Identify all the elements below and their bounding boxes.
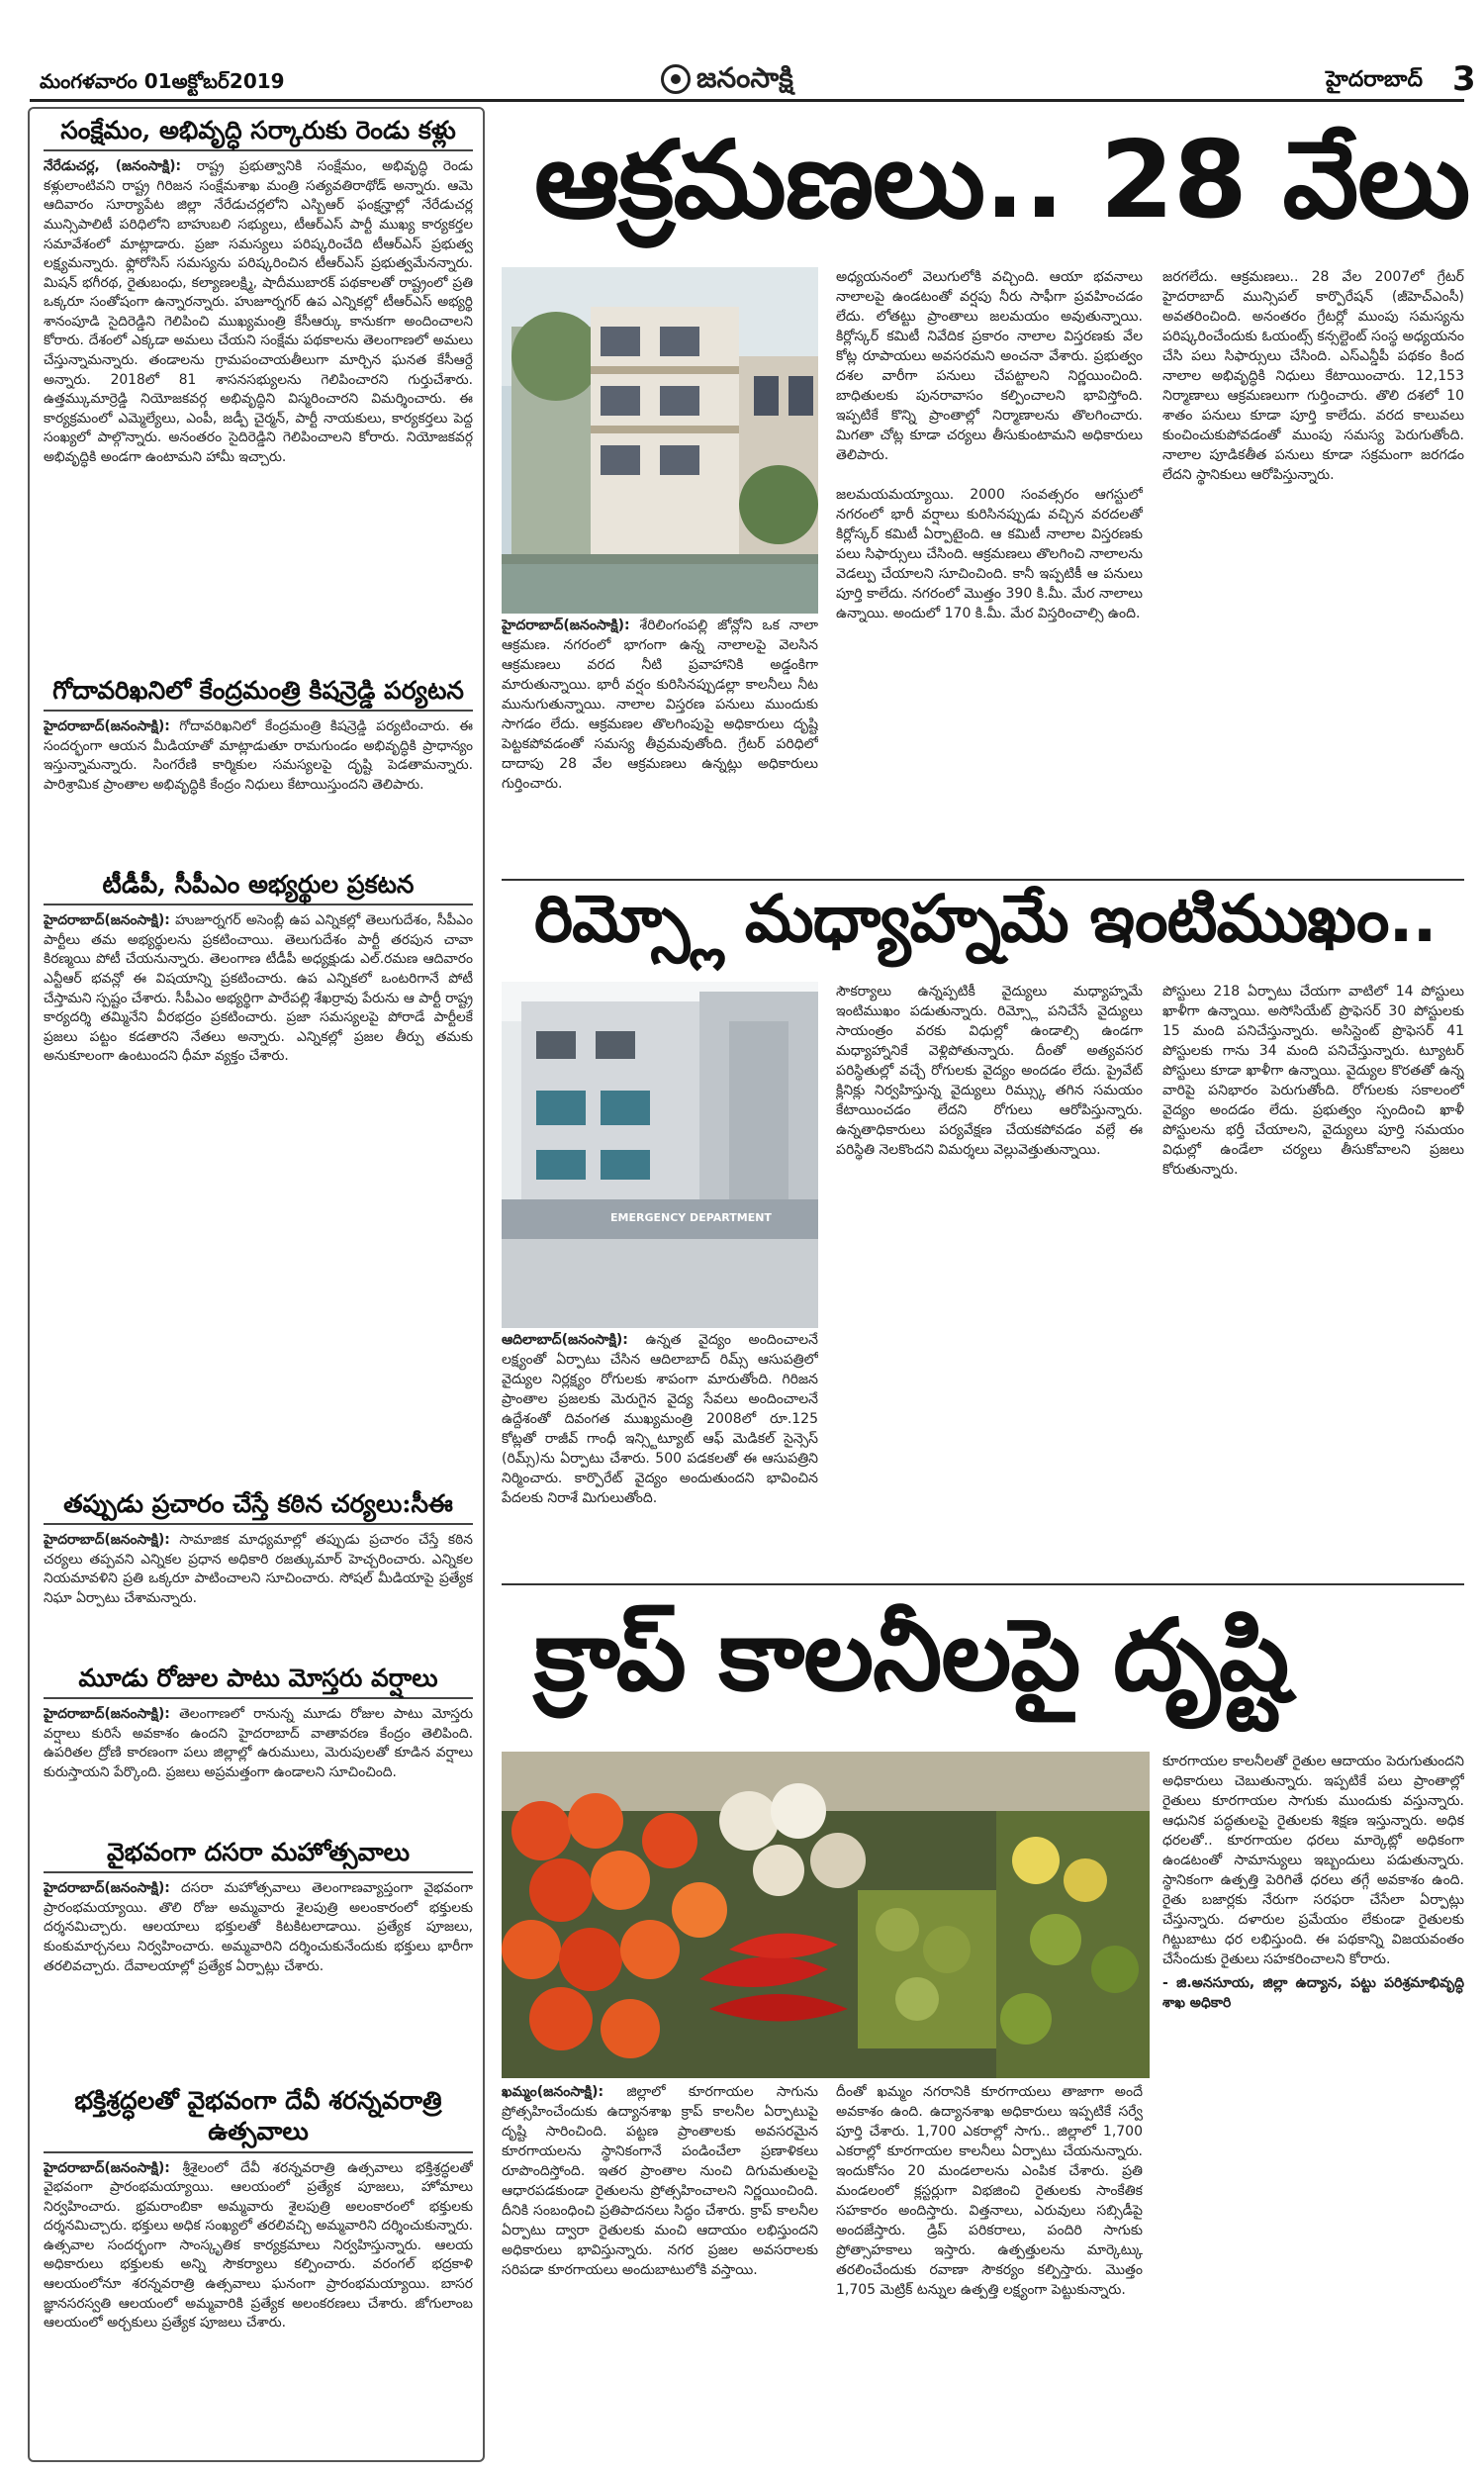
sidebar-article-rains (44, 1663, 473, 1831)
story1-column-1 (502, 616, 818, 875)
column-text: ఉన్నత వైద్యం అందించాలనే లక్ష్యంతో ఏర్పాటు చేసిన ఆదిలాబాద్ రిమ్స్ ఆసుపత్రిలో వైద్యుల నిర్లక్ష్యం రోగులకు శాపంగా మారుతోంది. గిరిజన ప్రాంతాల ప్రజలకు మెరుగైన వైద్య సేవలు అందించాలనే ఉద్దేశంతో దివంగత ముఖ్యమంత్రి 2008లో రూ.125 కోట్లతో రాజీవ్ గాంధీ ఇన్స్టిట్యూట్ ఆఫ్ మెడికల్ సైన్సెస్ (రిమ్స్)ను ఏర్పాటు చేశారు. 500 పడకలతో ఈ ఆసుపత్రిని నిర్మించారు. కార్పొరేట్ వైద్యం అందుతుందని భావించిన పేదలకు నిరాశే మిగులుతోంది. (502, 1332, 818, 1507)
dateline: హైదరాబాద్(జనంసాక్షి): (44, 1532, 170, 1549)
story3-column-1 (502, 2082, 818, 2462)
emergency-sign-text: EMERGENCY DEPARTMENT (610, 1211, 772, 1224)
column-text: అధ్యయనంలో వెలుగులోకి వచ్చింది. ఆయా భవనాలు నాలాలపై ఉండటంతో వర్షపు నీరు సాఫీగా ప్రవహించడం లేదు. లోతట్టు ప్రాంతాలు జలమయం అవుతున్నాయి. కిర్లోస్కర్ కమిటీ నివేదిక ప్రకారం నాలాల విస్తరణకు వేల కోట్ల రూపాయలు అవసరమని అంచనా వేశారు. ప్రభుత్వం దశల వారీగా పనులు చేపట్టాలని నిర్ణయించింది. బాధితులకు పునరావాసం కల్పించాలని భావిస్తోంది. ఇప్పటికే కొన్ని ప్రాంతాల్లో నిర్మాణాలను తొలగించారు. మిగతా చోట్ల కూడా చర్యలు తీసుకుంటామని అధికారులు తెలిపారు. (836, 269, 1143, 464)
divider (44, 149, 473, 151)
story2-column-1 (502, 1330, 818, 1577)
building-photo-illustration (502, 267, 818, 614)
dateline: హైదరాబాద్(జనంసాక్షి): (44, 912, 170, 929)
article-headline: భక్తిశ్రద్ధలతో వైభవంగా దేవీ శరన్నవరాత్రి ఉత్సవాలు (74, 2086, 442, 2146)
dateline: నేరేడుచర్ల, (జనంసాక్షి): (44, 158, 182, 175)
divider (44, 1697, 473, 1699)
photo-caption-dateline: హైదరాబాద్(జనంసాక్షి): (502, 618, 630, 633)
divider (44, 710, 473, 712)
page-number: 3 (1452, 59, 1476, 99)
column-text: జిల్లాలో కూరగాయల సాగును ప్రోత్సహించేందుకు ఉద్యానశాఖ క్రాప్ కాలనీల ఏర్పాటుపై దృష్టి సారించింది. పట్టణ ప్రాంతాలకు అవసరమైన కూరగాయలను స్థానికంగానే పండించేలా ప్రణాళికలు రూపొందిస్తోంది. ఇతర ప్రాంతాల నుంచి దిగుమతులపై ఆధారపడకుండా రైతులను ప్రోత్సహించాలని నిర్ణయించింది. దీనికి సంబంధించి ప్రతిపాదనలు సిద్ధం చేశారు. క్రాప్ కాలనీల ఏర్పాటు ద్వారా రైతులకు మంచి ఆదాయం లభిస్తుందని అధికారులు భావిస్తున్నారు. నగర ప్రజల అవసరాలకు సరిపడా కూరగాయలు అందుబాటులోకి వస్తాయి. (502, 2084, 818, 2279)
sidebar-article-navaratri (44, 2085, 473, 2451)
logo-text: జనంసాక్షి (696, 61, 793, 94)
article-body (44, 1531, 473, 1608)
dateline: హైదరాబాద్(జనంసాక్షి): (44, 1706, 170, 1723)
story2-column-3 (1162, 982, 1464, 1577)
article-headline: టీడీపీ, సీపీఎం అభ్యర్థుల ప్రకటన (102, 870, 415, 899)
divider (44, 904, 473, 905)
article-headline: తప్పుడు ప్రచారం చేస్తే కఠిన చర్యలు:సీఈ (63, 1489, 453, 1518)
dateline: హైదరాబాద్(జనంసాక్షి): (44, 718, 170, 735)
article-body (44, 1879, 473, 1976)
dateline: ఆదిలాబాద్(జనంసాక్షి): (502, 1332, 628, 1348)
column-text: శేరిలింగంపల్లి జోన్లోని ఒక నాలా ఆక్రమణ. నగరంలో భాగంగా ఉన్న నాలాలపై వెలసిన ఆక్రమణలు వరద నీటి ప్రవాహానికి అడ్డంకిగా మారుతున్నాయి. భారీ వర్షం కురిసినప్పుడల్లా కాలనీలు నీట మునుగుతున్నాయి. నాలాల విస్తరణ పనులు ముందుకు సాగడం లేదు. ఆక్రమణల తొలగింపుపై అధికారులు దృష్టి పెట్టకపోవడంతో సమస్య తీవ్రమవుతోంది. గ్రేటర్ పరిధిలో దాదాపు 28 వేల ఆక్రమణలు ఉన్నట్లు అధికారులు గుర్తించారు. (502, 618, 818, 793)
issue-date: మంగళవారం 01అక్టోబర్2019 (40, 69, 285, 93)
newspaper-logo (661, 61, 793, 101)
sidebar-article-candidates (44, 869, 473, 1482)
divider (44, 1523, 473, 1525)
column-text: సౌకర్యాలు ఉన్నప్పటికీ వైద్యులు మధ్యాహ్నమే ఇంటిముఖం పడుతున్నారు. రిమ్స్లో పనిచేసే వైద్యులు సాయంత్రం వరకు విధుల్లో ఉండాల్సి ఉండగా మధ్యాహ్నానికే వెళ్లిపోతున్నారు. దీంతో అత్యవసర పరిస్థితుల్లో వచ్చే రోగులకు వైద్యం అందడం లేదు. ప్రైవేట్ క్లినిక్లు నిర్వహిస్తున్న వైద్యులు రిమ్స్కు తగిన సమయం కేటాయించడం లేదని రోగులు ఆరోపిస్తున్నారు. ఉన్నతాధికారులు పర్యవేక్షణ చేయకపోవడం వల్లే ఈ పరిస్థితి నెలకొందని విమర్శలు వెల్లువెత్తుతున్నాయి. (836, 984, 1143, 1159)
vegetables-photo-illustration (502, 1752, 1150, 2078)
story3-column-2 (836, 2082, 1143, 2462)
sidebar-article-kishan-reddy (44, 675, 473, 863)
dateline: ఖమ్మం(జనంసాక్షి): (502, 2084, 604, 2100)
body-text: రాష్ట్ర ప్రభుత్వానికి సంక్షేమం, అభివృద్ధి రెండు కళ్లులాంటివని రాష్ట్ర గిరిజన సంక్షేమశాఖ మంత్రి సత్యవతిరాథోడ్ అన్నారు. ఆమె ఆదివారం సూర్యాపేట జిల్లా నేరేడుచర్లలోని ఎస్బిఆర్ ఫంక్షన్హాల్లో నేరేడుచర్ల మున్సిపాలిటీ పరిధిలోని బాహుబలి సభ్యులు, టీఆర్ఎస్ పార్టీ ముఖ్య కార్యకర్తల సమావేశంలో మాట్లాడారు. ప్రజా సమస్యలు పరిష్కరించేది టీఆర్ఎస్ ప్రభుత్వ లక్ష్యమన్నారు. ఫ్లోరోసిస్ సమస్యను పరిష్కరించిన టీఆర్ఎస్ ప్రభుత్వమేనన్నారు. మిషన్ భగీరథ, రైతుబంధు, కల్యాణలక్ష్మి, షాదీముబారక్ పథకాలతో రాష్ట్రంలో ప్రతి ఒక్కరూ సంతోషంగా ఉన్నారన్నారు. హుజూర్నగర్ ఉప ఎన్నికల్లో టీఆర్ఎస్ అభ్యర్థి శానంపూడి సైదిరెడ్డిని గెలిపించి ముఖ్యమంత్రి కేసీఆర్కు కానుకగా అందించాలని కోరారు. దేశంలో ఎక్కడా అమలు చేయని సంక్షేమ పథకాలను తెలంగాణలో అమలు చేస్తున్నామన్నారు. తండాలను గ్రామపంచాయతీలుగా మార్చిన ఘనత కేసీఆర్దే అన్నారు. 2018లో 81 శాసనసభ్యులను గెలిపించారని గుర్తుచేశారు. ఉత్తమ్కుమార్రెడ్డి నియోజకవర్గ అభివృద్ధిని విస్మరించారని విమర్శించారు. ఈ కార్యక్రమంలో ఎమ్మెల్యేలు, ఎంపీ, జడ్పీ చైర్మన్, పార్టీ నాయకులు, కార్యకర్తలు పెద్ద సంఖ్యలో పాల్గొన్నారు. అనంతరం సైదిరెడ్డిని గెలిపించాలని కోరారు. నియోజకవర్గ అభివృద్ధికి అండగా ఉంటామని హామీ ఇచ్చారు. (44, 158, 473, 465)
story-photo-vegetables (502, 1752, 1150, 2078)
masthead-rule (30, 99, 1464, 102)
article-headline: మూడు రోజుల పాటు మోస్తరు వర్షాలు (78, 1664, 438, 1692)
article-body (44, 1705, 473, 1782)
article-body (44, 2159, 473, 2333)
story-headline-rims: రిమ్స్లో మధ్యాహ్నమే ఇంటిముఖం.. (534, 881, 1437, 957)
article-body (44, 717, 473, 795)
story-divider (502, 1583, 1464, 1585)
column-text: జలమయమయ్యాయి. 2000 సంవత్సరం ఆగస్టులో నగరంలో భారీ వర్షాలు కురిసినప్పుడు వచ్చిన వరదలతో కిర్లోస్కర్ కమిటీ ఏర్పాటైంది. ఆ కమిటీ నాలాల విస్తరణకు పలు సిఫార్సులు చేసింది. ఆక్రమణలు తొలగించి నాలాలను వెడల్పు చేయాలని సూచించింది. కానీ ఇప్పటికీ ఆ పనులు పూర్తి కాలేదు. నగరంలో మొత్తం 390 కి.మీ. మేర నాలాలు ఉన్నాయి. అందులో 170 కి.మీ. మేర విస్తరించాల్సి ఉంది. (836, 487, 1143, 622)
story1-column-3 (1162, 267, 1464, 875)
dateline: హైదరాబాద్(జనంసాక్షి): (44, 1880, 170, 1897)
story-photo-building (502, 267, 818, 614)
sidebar-article-welfare (44, 115, 473, 669)
divider (44, 1871, 473, 1873)
article-body (44, 157, 473, 467)
article-body (44, 911, 473, 1067)
sidebar-article-false-propaganda (44, 1488, 473, 1657)
story-headline-crop-colonies: క్రాప్ కాలనీలపై దృష్టి (534, 1597, 1289, 1713)
story-headline-encroachments: ఆక్రమణలు.. 28 వేలు (534, 119, 1470, 242)
hospital-photo-illustration (502, 982, 818, 1328)
masthead (0, 0, 1484, 99)
article-headline: గోదావరిఖనిలో కేంద్రమంత్రి కిషన్రెడ్డి పర్యటన (52, 676, 464, 705)
column-text: కూరగాయల కాలనీలతో రైతుల ఆదాయం పెరుగుతుందని అధికారులు చెబుతున్నారు. ఇప్పటికే పలు ప్రాంతాల్లో రైతులు కూరగాయల సాగుకు ముందుకు వస్తున్నారు. ఆధునిక పద్ధతులపై రైతులకు శిక్షణ ఇస్తున్నారు. అధిక ధరలతో.. కూరగాయల ధరలు మార్కెట్లో అధికంగా ఉండటంతో సామాన్యులు ఇబ్బందులు పడుతున్నారు. స్థానికంగా ఉత్పత్తి పెరిగితే ధరలు తగ్గే అవకాశం ఉంది. రైతు బజార్లకు నేరుగా సరఫరా చేసేలా ఏర్పాట్లు చేస్తున్నారు. దళారుల ప్రమేయం లేకుండా రైతులకు గిట్టుబాటు ధర లభిస్తుంది. ఈ పథకాన్ని విజయవంతం చేసేందుకు రైతులు సహకరించాలని కోరారు. (1162, 1754, 1464, 1968)
article-headline: వైభవంగా దసరా మహోత్సవాలు (106, 1838, 411, 1866)
body-text: హుజూర్నగర్ అసెంబ్లీ ఉప ఎన్నికల్లో తెలుగుదేశం, సీపీఎం పార్టీలు తమ అభ్యర్థులను ప్రకటించాయి. తెలుగుదేశం పార్టీ తరపున చావా కిరణ్మయి పోటీ చేయనున్నారు. తెలంగాణ టీడీపీ అధ్యక్షుడు ఎల్.రమణ ఆదివారం ఎన్టీఆర్ భవన్లో ఈ విషయాన్ని ప్రకటించారు. ఉప ఎన్నికలో ఒంటరిగానే పోటీ చేస్తామని స్పష్టం చేశారు. సీపీఎం అభ్యర్థిగా పారేపల్లి శేఖర్రావు పేరును ఆ పార్టీ రాష్ట్ర కార్యదర్శి తమ్మినేని వీరభద్రం ప్రకటించారు. ప్రజా సమస్యలపై పోరాడే పార్టీలకే ప్రజలు పట్టం కడతారని నేతలు అన్నారు. ఎన్నికల్లో ప్రజల తీర్పు తమకు అనుకూలంగా ఉంటుందని ధీమా వ్యక్తం చేశారు. (44, 912, 473, 1065)
body-text: తెలంగాణలో రానున్న మూడు రోజుల పాటు మోస్తరు వర్షాలు కురిసే అవకాశం ఉందని హైదరాబాద్ వాతావరణ కేంద్రం తెలిపింది. ఉపరితల ద్రోణి కారణంగా పలు జిల్లాల్లో ఉరుములు, మెరుపులతో కూడిన వర్షాలు కురుస్తాయని పేర్కొంది. ప్రజలు అప్రమత్తంగా ఉండాలని సూచించింది. (44, 1706, 473, 1780)
sidebar-article-dasara (44, 1837, 473, 2079)
story1-column-2 (836, 267, 1143, 875)
dateline: హైదరాబాద్(జనంసాక్షి): (44, 2159, 170, 2176)
column-text: పోస్టులు 218 ఏర్పాటు చేయగా వాటిలో 14 పోస్టులు ఖాళీగా ఉన్నాయి. అసోసియేట్ ప్రొఫెసర్ 30 పోస్టులకు 15 మంది పనిచేస్తున్నారు. అసిస్టెంట్ ప్రొఫెసర్ 41 పోస్టులకు గాను 34 మంది పనిచేస్తున్నారు. ట్యూటర్ పోస్టులు కూడా ఖాళీగా ఉన్నాయి. వైద్యుల కొరతతో ఉన్న వారిపై పనిభారం పెరుగుతోంది. రోగులకు సకాలంలో వైద్యం అందడం లేదు. ప్రభుత్వం స్పందించి ఖాళీ పోస్టులను భర్తీ చేయాలని, వైద్యులు పూర్తి సమయం విధుల్లో ఉండేలా చర్యలు తీసుకోవాలని ప్రజలు కోరుతున్నారు. (1162, 984, 1464, 1179)
body-text: గోదావరిఖనిలో కేంద్రమంత్రి కిషన్రెడ్డి పర్యటించారు. ఈ సందర్భంగా ఆయన మీడియాతో మాట్లాడుతూ రామగుండం అభివృద్ధికి ప్రాధాన్యం ఇస్తున్నామన్నారు. సింగరేణి కార్మికుల సమస్యలపై దృష్టి పెడతామన్నారు. పారిశ్రామిక ప్రాంతాల అభివృద్ధికి కేంద్రం నిధులు కేటాయిస్తుందని తెలిపారు. (44, 718, 473, 793)
body-text: శ్రీశైలంలో దేవీ శరన్నవరాత్రి ఉత్సవాలు భక్తిశ్రద్ధలతో వైభవంగా ప్రారంభమయ్యాయి. ఆలయంలో ప్రత్యేక పూజలు, హోమాలు నిర్వహించారు. భ్రమరాంబికా అమ్మవారు శైలపుత్రి అలంకారంలో భక్తులకు దర్శనమిచ్చారు. భక్తులు అధిక సంఖ్యలో తరలివచ్చి అమ్మవారిని దర్శించుకున్నారు. ఉత్సవాల సందర్భంగా సాంస్కృతిక కార్యక్రమాలు నిర్వహిస్తున్నారు. ఆలయ అధికారులు భక్తులకు అన్ని సౌకర్యాలు కల్పించారు. వరంగల్ భద్రకాళి ఆలయంలోనూ శరన్నవరాత్రి ఉత్సవాలు ఘనంగా ప్రారంభమయ్యాయి. బాసర జ్ఞానసరస్వతి ఆలయంలో అమ్మవారికి ప్రత్యేక అలంకరణలు చేశారు. జోగులాంబ ఆలయంలో అర్చకులు ప్రత్యేక పూజలు చేశారు. (44, 2159, 473, 2332)
edition-city: హైదరాబాద్ (1326, 67, 1423, 92)
news-sidebar (28, 107, 485, 2462)
signature: - జి.అనసూయ, జిల్లా ఉద్యాన, పట్టు పరిశ్రమాభివృద్ధి శాఖ అధికారి (1162, 1975, 1464, 2012)
story3-column-3 (1162, 1752, 1464, 2462)
story-photo-hospital (502, 982, 818, 1328)
column-text: దీంతో ఖమ్మం నగరానికి కూరగాయలు తాజాగా అందే అవకాశం ఉంది. ఉద్యానశాఖ అధికారులు ఇప్పటికే సర్వే పూర్తి చేశారు. 1,700 ఎకరాల్లో సాగు.. జిల్లాలో 1,700 ఎకరాల్లో కూరగాయల కాలనీలు ఏర్పాటు చేయనున్నారు. ఇందుకోసం 20 మండలాలను ఎంపిక చేశారు. ప్రతి మండలంలో క్లస్టర్లుగా విభజించి రైతులకు సాంకేతిక సహకారం అందిస్తారు. విత్తనాలు, ఎరువులు సబ్సిడీపై అందజేస్తారు. డ్రిప్ పరికరాలు, పందిరి సాగుకు ప్రోత్సాహకాలు ఇస్తారు. ఉత్పత్తులను మార్కెట్కు తరలించేందుకు రవాణా సౌకర్యం కల్పిస్తారు. మొత్తం 1,705 మెట్రిక్ టన్నుల ఉత్పత్తి లక్ష్యంగా పెట్టుకున్నారు. (836, 2084, 1143, 2299)
body-text: సామాజిక మాధ్యమాల్లో తప్పుడు ప్రచారం చేస్తే కఠిన చర్యలు తప్పవని ఎన్నికల ప్రధాన అధికారి రజత్కుమార్ హెచ్చరించారు. ఎన్నికల నియమావళిని ప్రతి ఒక్కరూ పాటించాలని సూచించారు. సోషల్ మీడియాపై ప్రత్యేక నిఘా ఏర్పాటు చేశామన్నారు. (44, 1532, 473, 1606)
column-text: జరగలేదు. ఆక్రమణలు.. 28 వేల 2007లో గ్రేటర్ హైదరాబాద్ మున్సిపల్ కార్పొరేషన్ (జీహెచ్ఎంసీ) అవతరించింది. అనంతరం గ్రేటర్లో ముంపు సమస్యను పరిష్కరించేందుకు ఓయంట్స్ కన్సల్టెంట్ సంస్థ అధ్యయనం చేసి పలు సిఫార్సులు చేసింది. ఎస్ఎన్డీపీ పథకం కింద నాలాల అభివృద్ధికి నిధులు కేటాయించారు. 12,153 నిర్మాణాలు ఆక్రమణలుగా గుర్తించారు. తొలి దశలో 10 శాతం పనులు కూడా పూర్తి కాలేదు. వరద కాలువలు కుంచించుకుపోవడంతో ముంపు సమస్య పెరుగుతోంది. నాలాల పూడికతీత పనులు కూడా సక్రమంగా జరగడం లేదని స్థానికులు ఆరోపిస్తున్నారు. (1162, 269, 1464, 484)
body-text: దసరా మహోత్సవాలు తెలంగాణవ్యాప్తంగా వైభవంగా ప్రారంభమయ్యాయి. తొలి రోజు అమ్మవారు శైలపుత్రి అలంకారంలో భక్తులకు దర్శనమిచ్చారు. ఆలయాలు భక్తులతో కిటకిటలాడాయి. ప్రత్యేక పూజలు, కుంకుమార్చనలు నిర్వహించారు. అమ్మవారిని దర్శించుకునేందుకు భక్తులు భారీగా తరలివచ్చారు. దేవాలయాల్లో ప్రత్యేక ఏర్పాట్లు చేశారు. (44, 1880, 473, 1974)
logo-sun-icon (661, 64, 691, 94)
article-headline: సంక్షేమం, అభివృద్ధి సర్కారుకు రెండు కళ్లు (60, 116, 456, 144)
divider (44, 2151, 473, 2153)
story2-column-2 (836, 982, 1143, 1577)
